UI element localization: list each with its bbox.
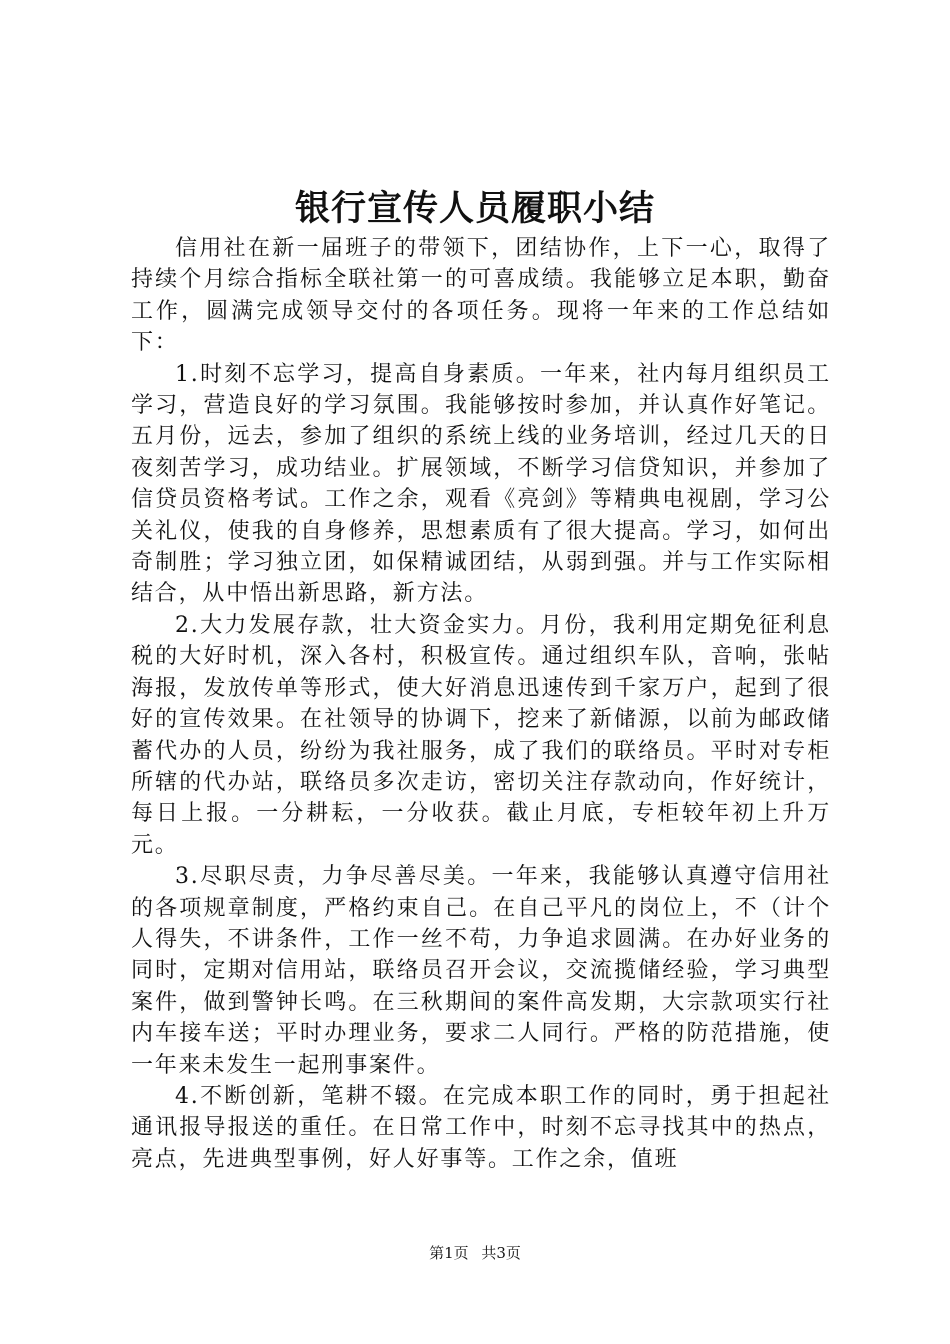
paragraph-innovation: 4.不断创新，笔耕不辍。在完成本职工作的同时，勇于担起社通讯报导报送的重任。在日常工作中，时刻不忘寻找其中的热点，亮点，先进典型事例，好人好事等。工作之余，值班 (131, 1083, 831, 1172)
paragraph-duty: 3.尽职尽责，力争尽善尽美。一年来，我能够认真遵守信用社的各项规章制度，严格约束自己。在自己平凡的岗位上，不（计个人得失，不讲条件，工作一丝不苟，力争追求圆满。在办好业务的同时，定期对信用站，联络员召开会议，交流揽储经验，学习典型案件，做到警钟长鸣。在三秋期间的案件高发期，大宗款项实行社内车接车送；平时办理业务，要求二人同行。严格的防范措施，使一年来未发生一起刑事案件。 (131, 864, 831, 1078)
page-number: 第1页 (429, 1244, 469, 1262)
paragraph-study: 1.时刻不忘学习，提高自身素质。一年来，社内每月组织员工学习，营造良好的学习氛围。我能够按时参加，并认真作好笔记。五月份，远去，参加了组织的系统上线的业务培训，经过几天的日夜刻苦学习，成功结业。扩展领域，不断学习信贷知识，并参加了信贷员资格考试。工作之余，观看《亮剑》等精典电视剧，学习公关礼仪，使我的自身修养，思想素质有了很大提高。学习，如何出奇制胜；学习独立团，如保精诚团结，从弱到强。并与工作实际相结合，从中悟出新思路，新方法。 (131, 361, 831, 607)
page-total: 共3页 (481, 1244, 521, 1262)
paragraph-deposits: 2.大力发展存款，壮大资金实力。月份，我利用定期免征利息税的大好时机，深入各村，积极宣传。通过组织车队，音响，张帖海报，发放传单等形式，使大好消息迅速传到千家万户，起到了很好的宣传效果。在社领导的协调下，挖来了新储源，以前为邮政储蓄代办的人员，纷纷为我社服务，成了我们的联络员。平时对专柜所辖的代办站，联络员多次走访，密切关注存款动向，作好统计，每日上报。一分耕耘，一分收获。截止月底，专柜较年初上升万元。 (131, 612, 831, 858)
page-footer (0, 1243, 950, 1263)
document-body (131, 233, 831, 1175)
document-title: 银行宣传人员履职小结 (294, 189, 655, 229)
paragraph-intro: 信用社在新一届班子的带领下，团结协作，上下一心，取得了持续个月综合指标全联社第一的可喜成绩。我能够立足本职，勤奋工作，圆满完成领导交付的各项任务。现将一年来的工作总结如下： (131, 236, 831, 356)
